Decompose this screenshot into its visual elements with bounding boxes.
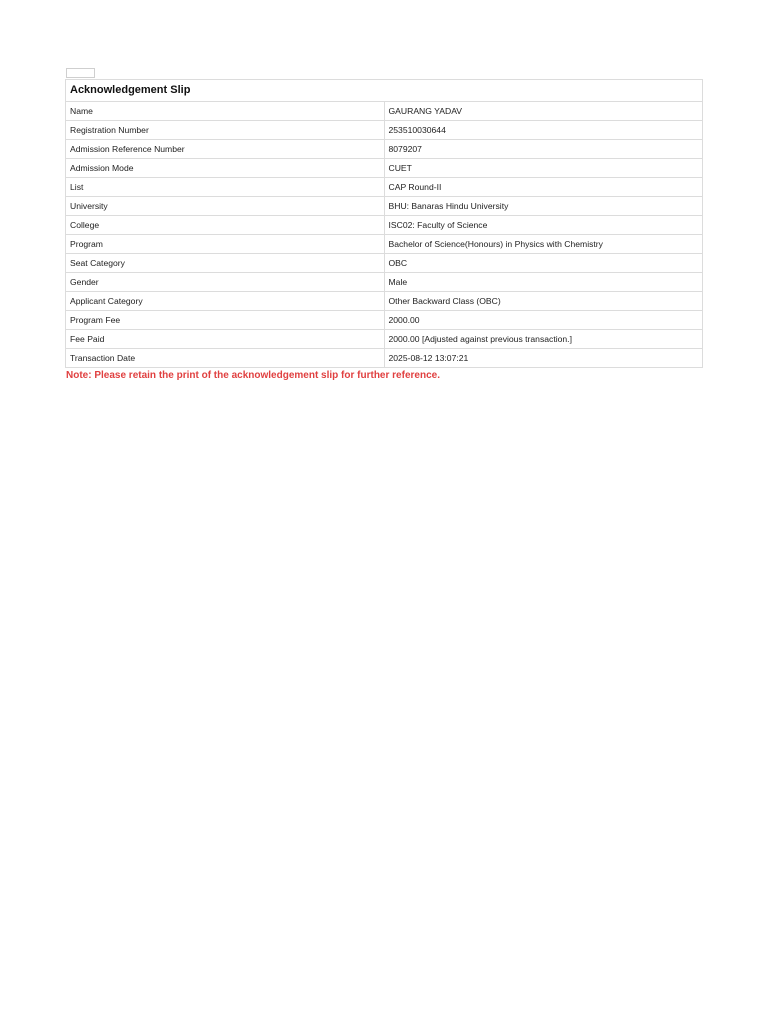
table-row bbox=[66, 140, 703, 159]
retain-print-note: Note: Please retain the print of the acknowledgement slip for further reference. bbox=[66, 370, 440, 381]
logo-placeholder bbox=[66, 68, 95, 78]
table-row bbox=[66, 292, 703, 311]
row-value: 253510030644 bbox=[384, 121, 703, 140]
slip-title: Acknowledgement Slip bbox=[66, 80, 703, 102]
table-row bbox=[66, 102, 703, 121]
row-label: Admission Mode bbox=[66, 159, 385, 178]
row-value: 2025-08-12 13:07:21 bbox=[384, 349, 703, 368]
row-label: Fee Paid bbox=[66, 330, 385, 349]
row-value: ISC02: Faculty of Science bbox=[384, 216, 703, 235]
row-value: GAURANG YADAV bbox=[384, 102, 703, 121]
table-row bbox=[66, 273, 703, 292]
row-value: 2000.00 bbox=[384, 311, 703, 330]
slip-table bbox=[65, 79, 703, 368]
table-row bbox=[66, 197, 703, 216]
acknowledgement-slip bbox=[65, 79, 703, 382]
row-label: Name bbox=[66, 102, 385, 121]
row-label: Gender bbox=[66, 273, 385, 292]
row-label: Registration Number bbox=[66, 121, 385, 140]
title-row bbox=[66, 80, 703, 102]
table-row bbox=[66, 235, 703, 254]
row-value: Bachelor of Science(Honours) in Physics with Chemistry bbox=[384, 235, 703, 254]
table-row bbox=[66, 216, 703, 235]
table-row bbox=[66, 254, 703, 273]
row-label: Program bbox=[66, 235, 385, 254]
row-label: Seat Category bbox=[66, 254, 385, 273]
row-label: University bbox=[66, 197, 385, 216]
row-label: Admission Reference Number bbox=[66, 140, 385, 159]
row-label: College bbox=[66, 216, 385, 235]
row-value: CAP Round-II bbox=[384, 178, 703, 197]
row-value: BHU: Banaras Hindu University bbox=[384, 197, 703, 216]
table-row bbox=[66, 121, 703, 140]
row-value: 8079207 bbox=[384, 140, 703, 159]
table-row bbox=[66, 159, 703, 178]
row-label: List bbox=[66, 178, 385, 197]
table-row bbox=[66, 330, 703, 349]
table-row bbox=[66, 311, 703, 330]
row-value: 2000.00 [Adjusted against previous transaction.] bbox=[384, 330, 703, 349]
row-value: OBC bbox=[384, 254, 703, 273]
row-value: Other Backward Class (OBC) bbox=[384, 292, 703, 311]
row-label: Applicant Category bbox=[66, 292, 385, 311]
row-value: Male bbox=[384, 273, 703, 292]
row-label: Program Fee bbox=[66, 311, 385, 330]
row-label: Transaction Date bbox=[66, 349, 385, 368]
row-value: CUET bbox=[384, 159, 703, 178]
table-row bbox=[66, 349, 703, 368]
table-row bbox=[66, 178, 703, 197]
